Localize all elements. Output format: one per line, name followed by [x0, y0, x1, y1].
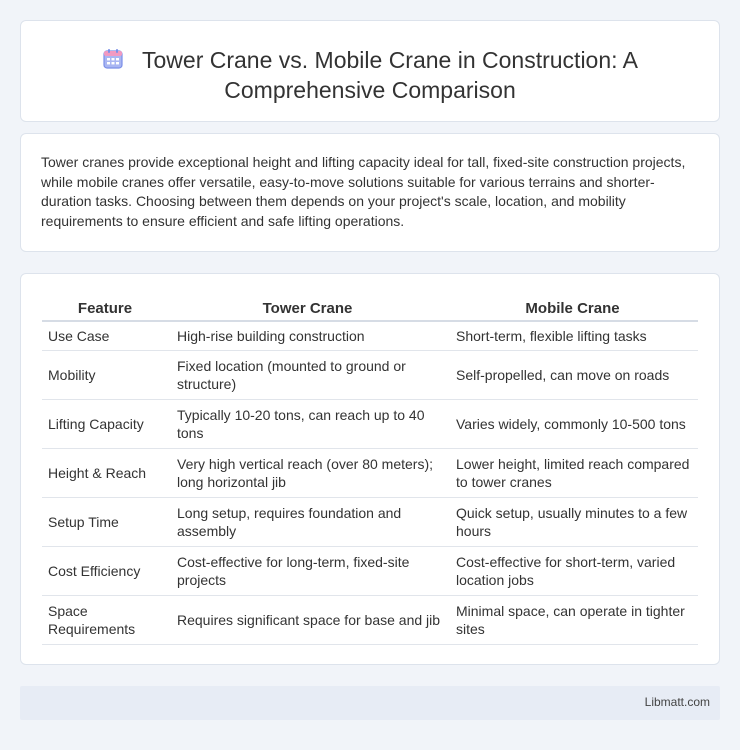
mobile-crane-cell: Short-term, flexible lifting tasks [447, 321, 698, 350]
table-row [42, 321, 698, 350]
tower-crane-cell: High-rise building construction [168, 321, 447, 350]
mobile-crane-cell: Lower height, limited reach compared to tower cranes [447, 448, 698, 497]
title-card [20, 20, 720, 122]
comparison-card [20, 273, 720, 665]
footer [20, 686, 720, 720]
table-row [42, 399, 698, 448]
page-title [21, 45, 719, 105]
feature-cell: Space Requirements [42, 595, 168, 644]
header-tower-crane: Tower Crane [168, 294, 447, 321]
feature-cell: Lifting Capacity [42, 399, 168, 448]
summary-text: Tower cranes provide exceptional height and lifting capacity ideal for tall, fixed-site construction projects, while mobile cranes offer versatile, easy-to-move solutions suitable for various terrains and shorter-duration tasks. Choosing between them depends on your project's scale, location, and mobility requirements to ensure efficient and safe lifting operations. [41, 154, 686, 229]
feature-cell: Setup Time [42, 497, 168, 546]
summary-card [20, 133, 720, 252]
mobile-crane-cell: Cost-effective for short-term, varied location jobs [447, 546, 698, 595]
table-header-row [42, 294, 698, 321]
table-row [42, 448, 698, 497]
header-mobile-crane: Mobile Crane [447, 294, 698, 321]
tower-crane-cell: Requires significant space for base and jib [168, 595, 447, 644]
mobile-crane-cell: Minimal space, can operate in tighter sites [447, 595, 698, 644]
page-title-text: Tower Crane vs. Mobile Crane in Construction: A Comprehensive Comparison [142, 47, 638, 103]
tower-crane-cell: Fixed location (mounted to ground or structure) [168, 350, 447, 399]
feature-cell: Mobility [42, 350, 168, 399]
mobile-crane-cell: Self-propelled, can move on roads [447, 350, 698, 399]
tower-crane-cell: Very high vertical reach (over 80 meters); long horizontal jib [168, 448, 447, 497]
table-row [42, 497, 698, 546]
mobile-crane-cell: Varies widely, commonly 10-500 tons [447, 399, 698, 448]
table-row [42, 350, 698, 399]
feature-cell: Cost Efficiency [42, 546, 168, 595]
table-row [42, 546, 698, 595]
comparison-table [42, 294, 698, 645]
tower-crane-cell: Cost-effective for long-term, fixed-site projects [168, 546, 447, 595]
tower-crane-cell: Typically 10-20 tons, can reach up to 40 tons [168, 399, 447, 448]
feature-cell: Height & Reach [42, 448, 168, 497]
footer-site-link[interactable]: Libmatt.com [644, 695, 710, 709]
header-feature: Feature [42, 294, 168, 321]
feature-cell: Use Case [42, 321, 168, 350]
mobile-crane-cell: Quick setup, usually minutes to a few hours [447, 497, 698, 546]
table-row [42, 595, 698, 644]
tower-crane-cell: Long setup, requires foundation and assembly [168, 497, 447, 546]
calendar-icon [102, 48, 124, 70]
